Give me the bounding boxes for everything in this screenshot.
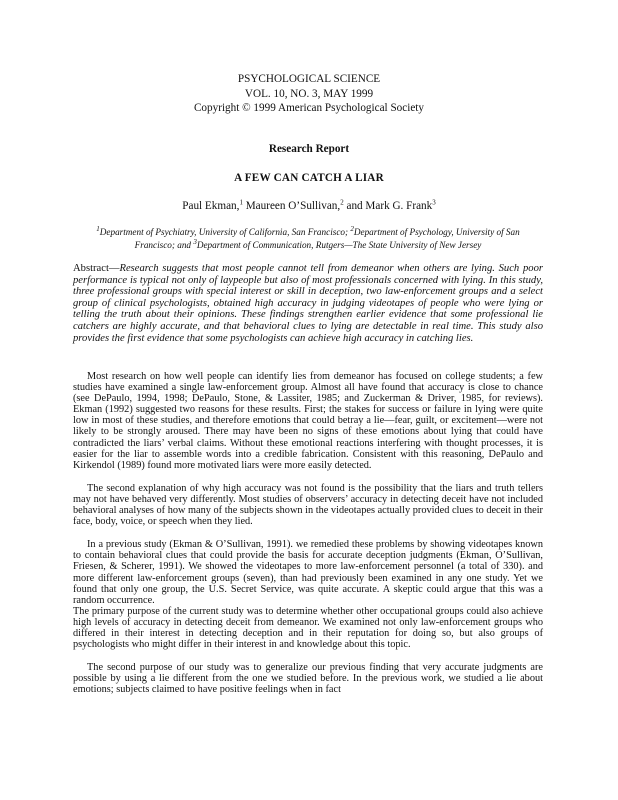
author-name: and Mark G. Frank xyxy=(346,200,433,212)
body-paragraph: The second purpose of our study was to generalize our previous finding that very accurate judgments are possible by using a lie different from the one we studied before. In the previous work, we studied a lie about emotions; subjects claimed to have positive feelings when in fact xyxy=(73,662,543,696)
journal-masthead xyxy=(0,72,618,116)
affiliations xyxy=(88,226,528,251)
body-paragraph: In a previous study (Ekman & O’Sullivan, 1991). we remedied these problems by showing videotapes known to contain behavioral clues that could provide the basis for accurate deception judgments (Ekman, O’Sullivan, Friesen, & Scherer, 1991). We showed the videotapes to more law-enforcement personnel (a total of 330). and more different law-enforcement groups (seven), than had previously been examined in any one study. Yet we found that only one group, the U.S. Secret Service, was quite accurate. A skeptic could argue that this was a random occurrence. xyxy=(73,539,543,606)
author-affiliation-mark: 1 xyxy=(239,198,243,207)
author-name: Paul Ekman, xyxy=(182,200,240,212)
affiliation-mark: 3 xyxy=(193,237,197,246)
affiliation-text: Department of Psychiatry, University of California, San Francisco; xyxy=(99,227,349,237)
author-line xyxy=(0,200,618,212)
affiliation-text: Department of Communication, Rutgers—The State University of New Jersey xyxy=(196,239,482,250)
report-type-heading: Research Report xyxy=(268,143,350,155)
author-affiliation-mark: 3 xyxy=(432,198,436,207)
article-title: A FEW CAN CATCH A LIAR xyxy=(234,172,384,184)
body-paragraph: The second explanation of why high accuracy was not found is the possibility that the liars and truth tellers may not have behaved very differently. Most studies of observers’ accuracy in detecting deceit have not included behavioral analyses of how many of the subjects shown in the videotapes actually provided clues to deceit in their face, body, voice, or speech when they lied. xyxy=(73,482,543,528)
author-affiliation-mark: 2 xyxy=(340,198,344,207)
journal-issue: VOL. 10, NO. 3, MAY 1999 xyxy=(244,87,374,100)
copyright-line: Copyright © 1999 American Psychological Society xyxy=(193,102,425,115)
affiliation-mark: 1 xyxy=(96,224,100,233)
body-paragraph: The primary purpose of the current study was to determine whether other occupational groups could also achieve high levels of accuracy in detecting deceit from demeanor. We examined not only law-enforcement groups who differed in their interest in detecting deception and in their reputation for doing so, but also groups of psychologists who might differ in their interest in and knowledge about this topic. xyxy=(73,605,543,651)
author-name: Maureen O’Sullivan, xyxy=(245,200,341,212)
abstract xyxy=(73,263,543,344)
abstract-text: Research suggests that most people cannot tell from demeanor when others are lying. Such poor performance is typical not only of laypeople but also of most professionals concerned with lying. In this study, three professional groups with special interest or skill in deception, two law-enforcement groups and a select group of clinical psychologists, obtained high accuracy in judging videotapes of people who were lying or telling the truth about their opinions. These findings strengthen earlier evidence that some professional lie catchers are highly accurate, and that behavioral clues to lying are detectable in real time. This study also provides the first evidence that some psychologists can achieve high accuracy in catching lies. xyxy=(73,263,543,344)
abstract-label: Abstract— xyxy=(73,263,120,274)
body-text xyxy=(73,371,543,707)
affiliation-text: Department of Psychology, University of San Francisco; and xyxy=(134,227,520,250)
body-paragraph: Most research on how well people can identify lies from demeanor has focused on college students; a few studies have examined a single law-enforcement group. Almost all have found that accuracy is close to chance (see DePaulo, 1994, 1998; DePaulo, Stone, & Lassiter, 1985; and Zuckerman & Driver, 1985, for reviews). Ekman (1992) suggested two reasons for these results. First; the stakes for success or failure in lying were quite low in most of these studies, and therefore emotions that could betray a lie—fear, guilt, or excitement—were not likely to be strongly aroused. There may have been no signs of these emotions about lying that could have contradicted the liars’ verbal claims. Without these emotional reactions interfering with thought processes, it is easier for the liar to assemble words into a credible fabrication. Consistent with this reasoning, DePaulo and Kirkendol (1989) found more motivated liars were more easily detected. xyxy=(73,371,543,471)
journal-name: PSYCHOLOGICAL SCIENCE xyxy=(237,73,381,85)
affiliation-mark: 2 xyxy=(350,224,354,233)
